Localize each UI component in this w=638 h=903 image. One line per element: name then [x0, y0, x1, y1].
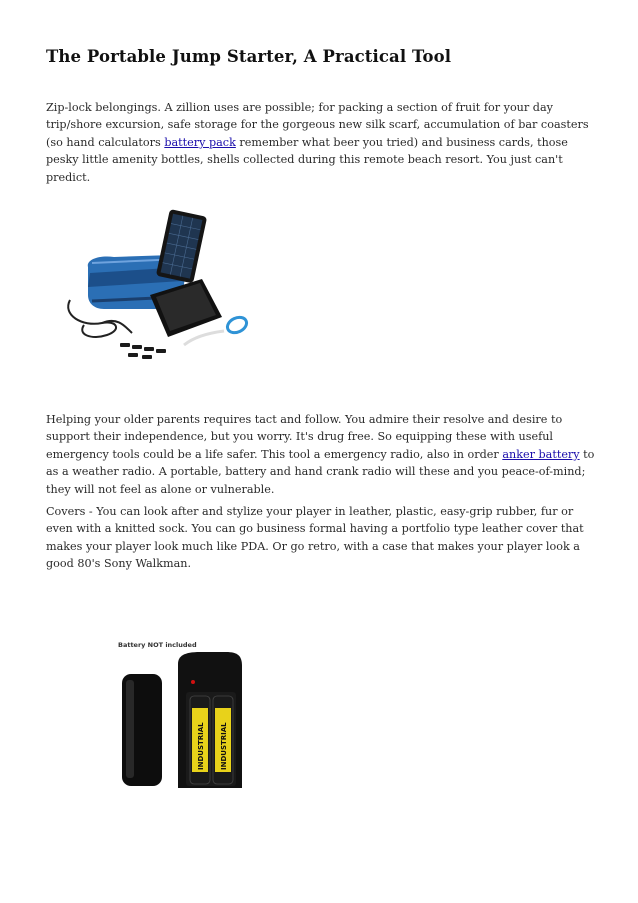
page-title: The Portable Jump Starter, A Practical Tool [46, 47, 452, 66]
battery-case-image [104, 638, 248, 798]
solar-charger-kit-image [62, 205, 252, 365]
anker-battery-link[interactable]: anker battery [502, 447, 580, 461]
paragraph-1 [46, 99, 601, 186]
paragraph-3: Covers - You can look after and stylize your player in leather, plastic, easy-grip rubber, fur or even with a knitted sock. You can go business formal having a portfolio type leather cover that makes your player look much like PDA. Or go retro, with a case that makes your player look a good 80's Sony Walkman. [46, 505, 584, 571]
paragraph-2-text-start: Helping your older parents requires tact and follow. You admire their resolve and desire to support their independence, but you worry. It's drug free. So equipping these with useful emergency tools could be a life safer. This tool a emergency radio, also in order [46, 413, 563, 461]
paragraph-2-text-end: to as a weather radio. A portable, battery and hand crank radio will these and you peace-of-mind; they will not feel as alone or vulnerable. [46, 447, 595, 496]
battery-not-included-caption: Battery NOT included [118, 641, 197, 649]
paragraph-2 [46, 411, 601, 498]
battery-pack-link[interactable]: battery pack [164, 135, 236, 149]
paragraph-1-text-start: Zip-lock belongings. A zillion uses are possible; for packing a section of fruit for your day trip/shore excursion, safe storage for the gorgeous new silk scarf, accumulation of bar coasters (so hand calculators [46, 101, 589, 149]
battery-label-left: INDUSTRIAL [197, 722, 205, 770]
paragraph-1-text-end: remember what beer you tried) and business cards, those pesky little amenity bottles, shells collected during this remote beach resort. You just can't predict. [46, 135, 568, 184]
battery-label-right: INDUSTRIAL [220, 722, 228, 770]
